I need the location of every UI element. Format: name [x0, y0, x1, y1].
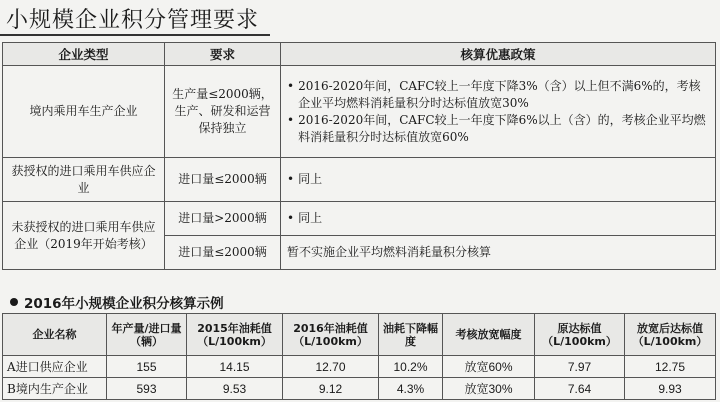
- enterprise-type-cell: 境内乘用车生产企业: [3, 66, 165, 158]
- example-table: [2, 313, 716, 400]
- relaxed-target-cell: 12.75: [625, 356, 716, 378]
- header-relaxed-target: 放宽后达标值（L/100km）: [625, 314, 716, 356]
- header-2015-consumption: 2015年油耗值（L/100km）: [187, 314, 283, 356]
- policy-cell: 暂不实施企业平均燃料消耗量积分核算: [281, 236, 716, 270]
- table-row: [3, 378, 716, 400]
- volume-cell: 155: [107, 356, 187, 378]
- relaxed-target-cell: 9.93: [625, 378, 716, 400]
- table-row: [3, 66, 716, 158]
- requirement-cell: 生产量≤2000辆，生产、研发和运营保持独立: [165, 66, 281, 158]
- relaxation-cell: 放宽60%: [443, 356, 535, 378]
- policy-text: 2016-2020年间，CAFC较上一年度下降6%以上（含）的，考核企业平均燃料消耗量积分时达标值放宽60%: [298, 112, 706, 144]
- volume-cell: 593: [107, 378, 187, 400]
- bullet-icon: •: [287, 211, 295, 225]
- bullet-icon: [10, 298, 18, 306]
- enterprise-type-cell: 获授权的进口乘用车供应企业: [3, 158, 165, 202]
- policy-text: 同上: [298, 211, 323, 225]
- header-policy: 核算优惠政策: [281, 43, 716, 66]
- header-decline-rate: 油耗下降幅度: [379, 314, 443, 356]
- policy-item: [287, 78, 709, 112]
- original-target-cell: 7.64: [535, 378, 625, 400]
- relaxation-cell: 放宽30%: [443, 378, 535, 400]
- bullet-icon: •: [287, 172, 295, 186]
- table-row: [3, 158, 716, 202]
- header-requirement: 要求: [165, 43, 281, 66]
- policy-cell: [281, 202, 716, 236]
- policy-text: 同上: [298, 172, 323, 186]
- header-original-target: 原达标值（L/100km）: [535, 314, 625, 356]
- consumption-2015-cell: 14.15: [187, 356, 283, 378]
- page-title: 小规模企业积分管理要求: [6, 8, 260, 33]
- policy-cell: [281, 158, 716, 202]
- policy-item: [287, 210, 709, 227]
- policy-cell: [281, 66, 716, 158]
- table-row: [3, 356, 716, 378]
- header-company-name: 企业名称: [3, 314, 107, 356]
- policy-item: [287, 112, 709, 146]
- decline-rate-cell: 4.3%: [379, 378, 443, 400]
- policy-item: [287, 171, 709, 188]
- policy-table-header: [3, 43, 716, 66]
- company-name-cell: A进口供应企业: [3, 356, 107, 378]
- requirement-cell: 进口量≤2000辆: [165, 158, 281, 202]
- consumption-2016-cell: 12.70: [283, 356, 379, 378]
- consumption-2015-cell: 9.53: [187, 378, 283, 400]
- requirement-cell: 进口量≤2000辆: [165, 236, 281, 270]
- header-enterprise-type: 企业类型: [3, 43, 165, 66]
- table-row: [3, 202, 716, 236]
- header-2016-consumption: 2016年油耗值（L/100km）: [283, 314, 379, 356]
- policy-table: [2, 42, 716, 270]
- enterprise-type-cell: 未获授权的进口乘用车供应企业（2019年开始考核）: [3, 202, 165, 270]
- example-table-header: [3, 314, 716, 356]
- decline-rate-cell: 10.2%: [379, 356, 443, 378]
- policy-text: 2016-2020年间，CAFC较上一年度下降3%（含）以上但不满6%的，考核企业平均燃料消耗量积分时达标值放宽30%: [298, 78, 701, 110]
- bullet-icon: •: [287, 78, 295, 93]
- company-name-cell: B境内生产企业: [3, 378, 107, 400]
- requirement-cell: 进口量>2000辆: [165, 202, 281, 236]
- header-relaxation: 考核放宽幅度: [443, 314, 535, 356]
- original-target-cell: 7.97: [535, 356, 625, 378]
- header-volume: 年产量/进口量（辆）: [107, 314, 187, 356]
- bullet-icon: •: [287, 112, 295, 127]
- consumption-2016-cell: 9.12: [283, 378, 379, 400]
- example-title: 2016年小规模企业积分核算示例: [24, 296, 224, 312]
- title-underline: [0, 34, 270, 36]
